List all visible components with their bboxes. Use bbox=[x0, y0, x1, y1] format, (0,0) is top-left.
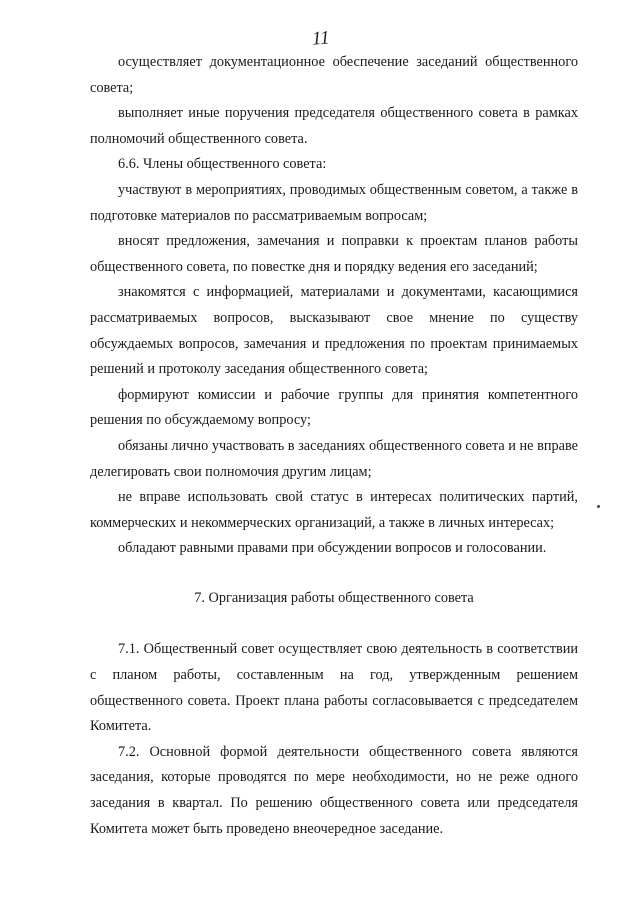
scan-speck bbox=[597, 505, 600, 508]
paragraph: не вправе использовать свой статус в интересах политических партий, коммерческих и некоммерческих организаций, а также в личных интересах; bbox=[90, 489, 578, 531]
paragraph: обладают равными правами при обсуждении вопросов и голосовании. bbox=[118, 540, 547, 557]
section-title: 7. Организация работы общественного совета bbox=[194, 589, 474, 606]
document-body bbox=[90, 50, 578, 842]
page-number: 11 bbox=[311, 27, 331, 50]
paragraph: 7.2. Основной формой деятельности общественного совета являются заседания, которые проводятся по мере необходимости, но не реже одного заседания в квартал. По решению общественного совета или председателя Комитета может быть проведено внеочередное заседание. bbox=[90, 743, 578, 837]
paragraph: выполняет иные поручения председателя общественного совета в рамках полномочий общественного совета. bbox=[90, 105, 578, 147]
clause-heading: 6.6. Члены общественного совета: bbox=[118, 156, 327, 173]
paragraph: знакомятся с информацией, материалами и документами, касающимися рассматриваемых вопросов, высказывают свое мнение по существу обсуждаемых вопросов, замечания и предложения по проектам принимаемых решений и протоколу заседания общественного совета; bbox=[90, 284, 578, 378]
paragraph: формируют комиссии и рабочие группы для принятия компетентного решения по обсуждаемому вопросу; bbox=[90, 386, 578, 429]
paragraph: обязаны лично участвовать в заседаниях общественного совета и не вправе делегировать свои полномочия другим лицам; bbox=[90, 437, 578, 480]
paragraph: вносят предложения, замечания и поправки к проектам планов работы общественного совета, по повестке дня и порядку ведения его заседаний; bbox=[90, 233, 578, 275]
paragraph: участвуют в мероприятиях, проводимых общественным советом, а также в подготовке материалов по рассматриваемым вопросам; bbox=[90, 181, 578, 224]
paragraph: 7.1. Общественный совет осуществляет свою деятельность в соответствии с планом работы, составленным на год, утвержденным решением общественного совета. Проект плана работы согласовывается с председателем Комитета. bbox=[90, 641, 578, 735]
paragraph: осуществляет документационное обеспечение заседаний общественного совета; bbox=[90, 54, 578, 96]
